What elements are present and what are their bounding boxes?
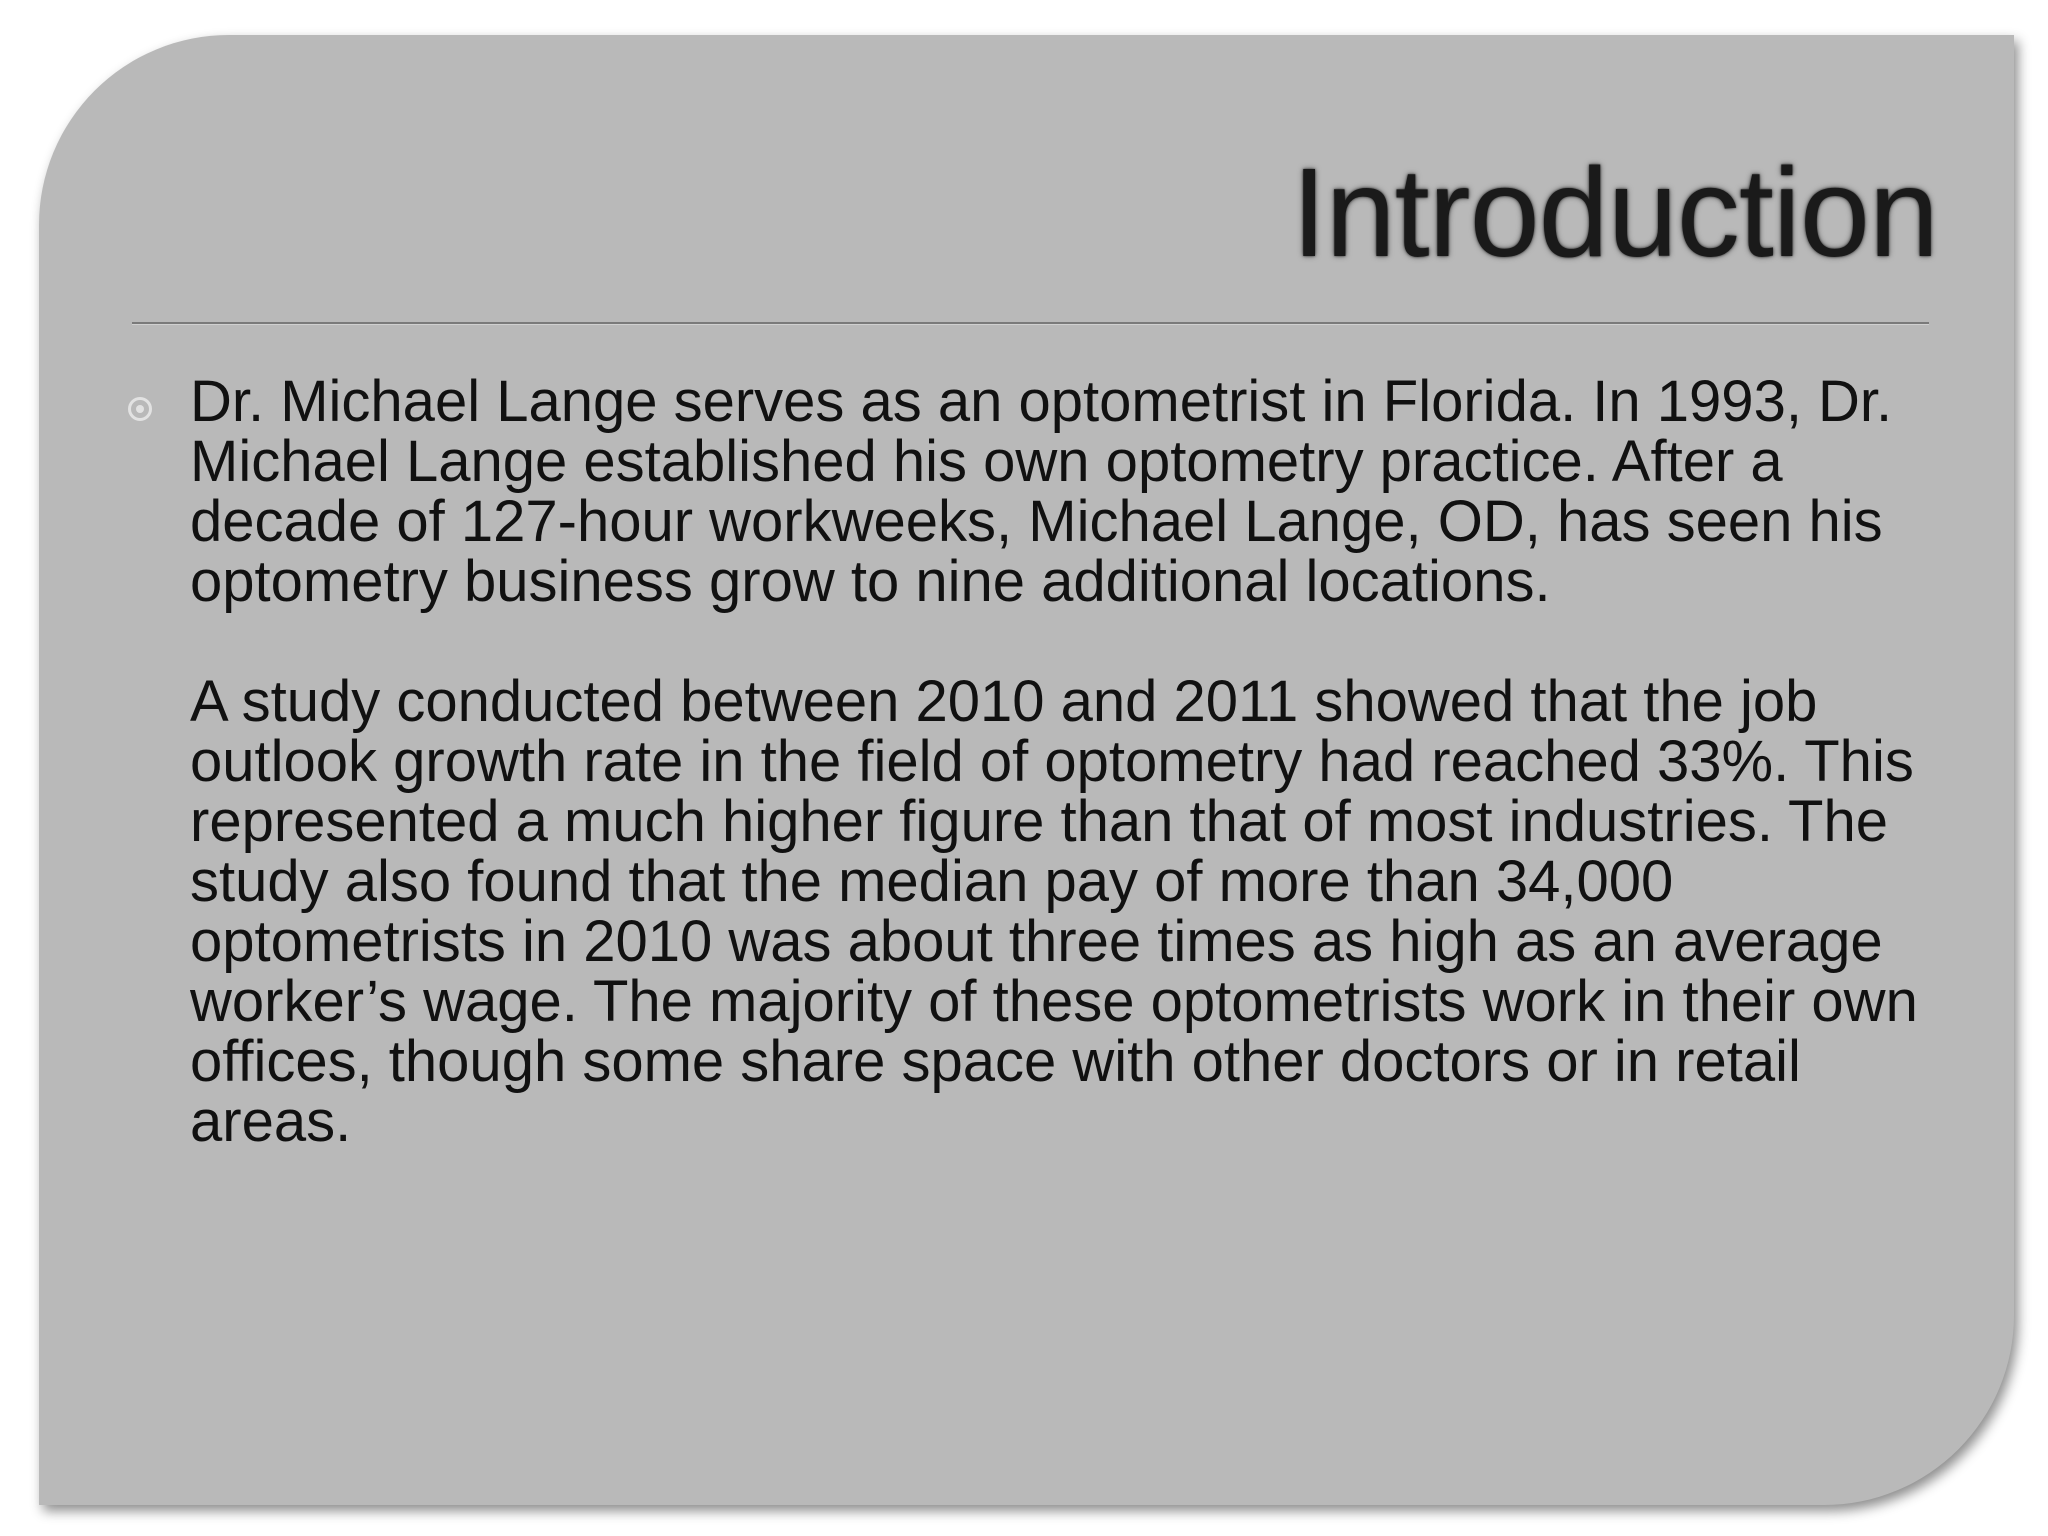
title-divider — [132, 322, 1929, 325]
circle-bullet-icon — [128, 397, 152, 421]
bullet-text — [190, 369, 1930, 1154]
paragraph-study: A study conducted between 2010 and 2011 showed that the job outlook growth rate in the field of optometry had reached 33%. This represented a much higher figure than that of most industries. The study also found that the median pay of more than 34,000 optometrists in 2010 was about three times as high as an average worker’s wage. The majority of these optometrists work in their own offices, though some share space with other doctors or in retail areas. — [190, 669, 1918, 1154]
slide-title: Introduction — [1291, 142, 1938, 283]
paragraph-intro: Dr. Michael Lange serves as an optometrist in Florida. In 1993, Dr. Michael Lange established his own optometry practice. After a decade of 127-hour workweeks, Michael Lange, OD, has seen his optometry business grow to nine additional locations. — [190, 369, 1893, 614]
